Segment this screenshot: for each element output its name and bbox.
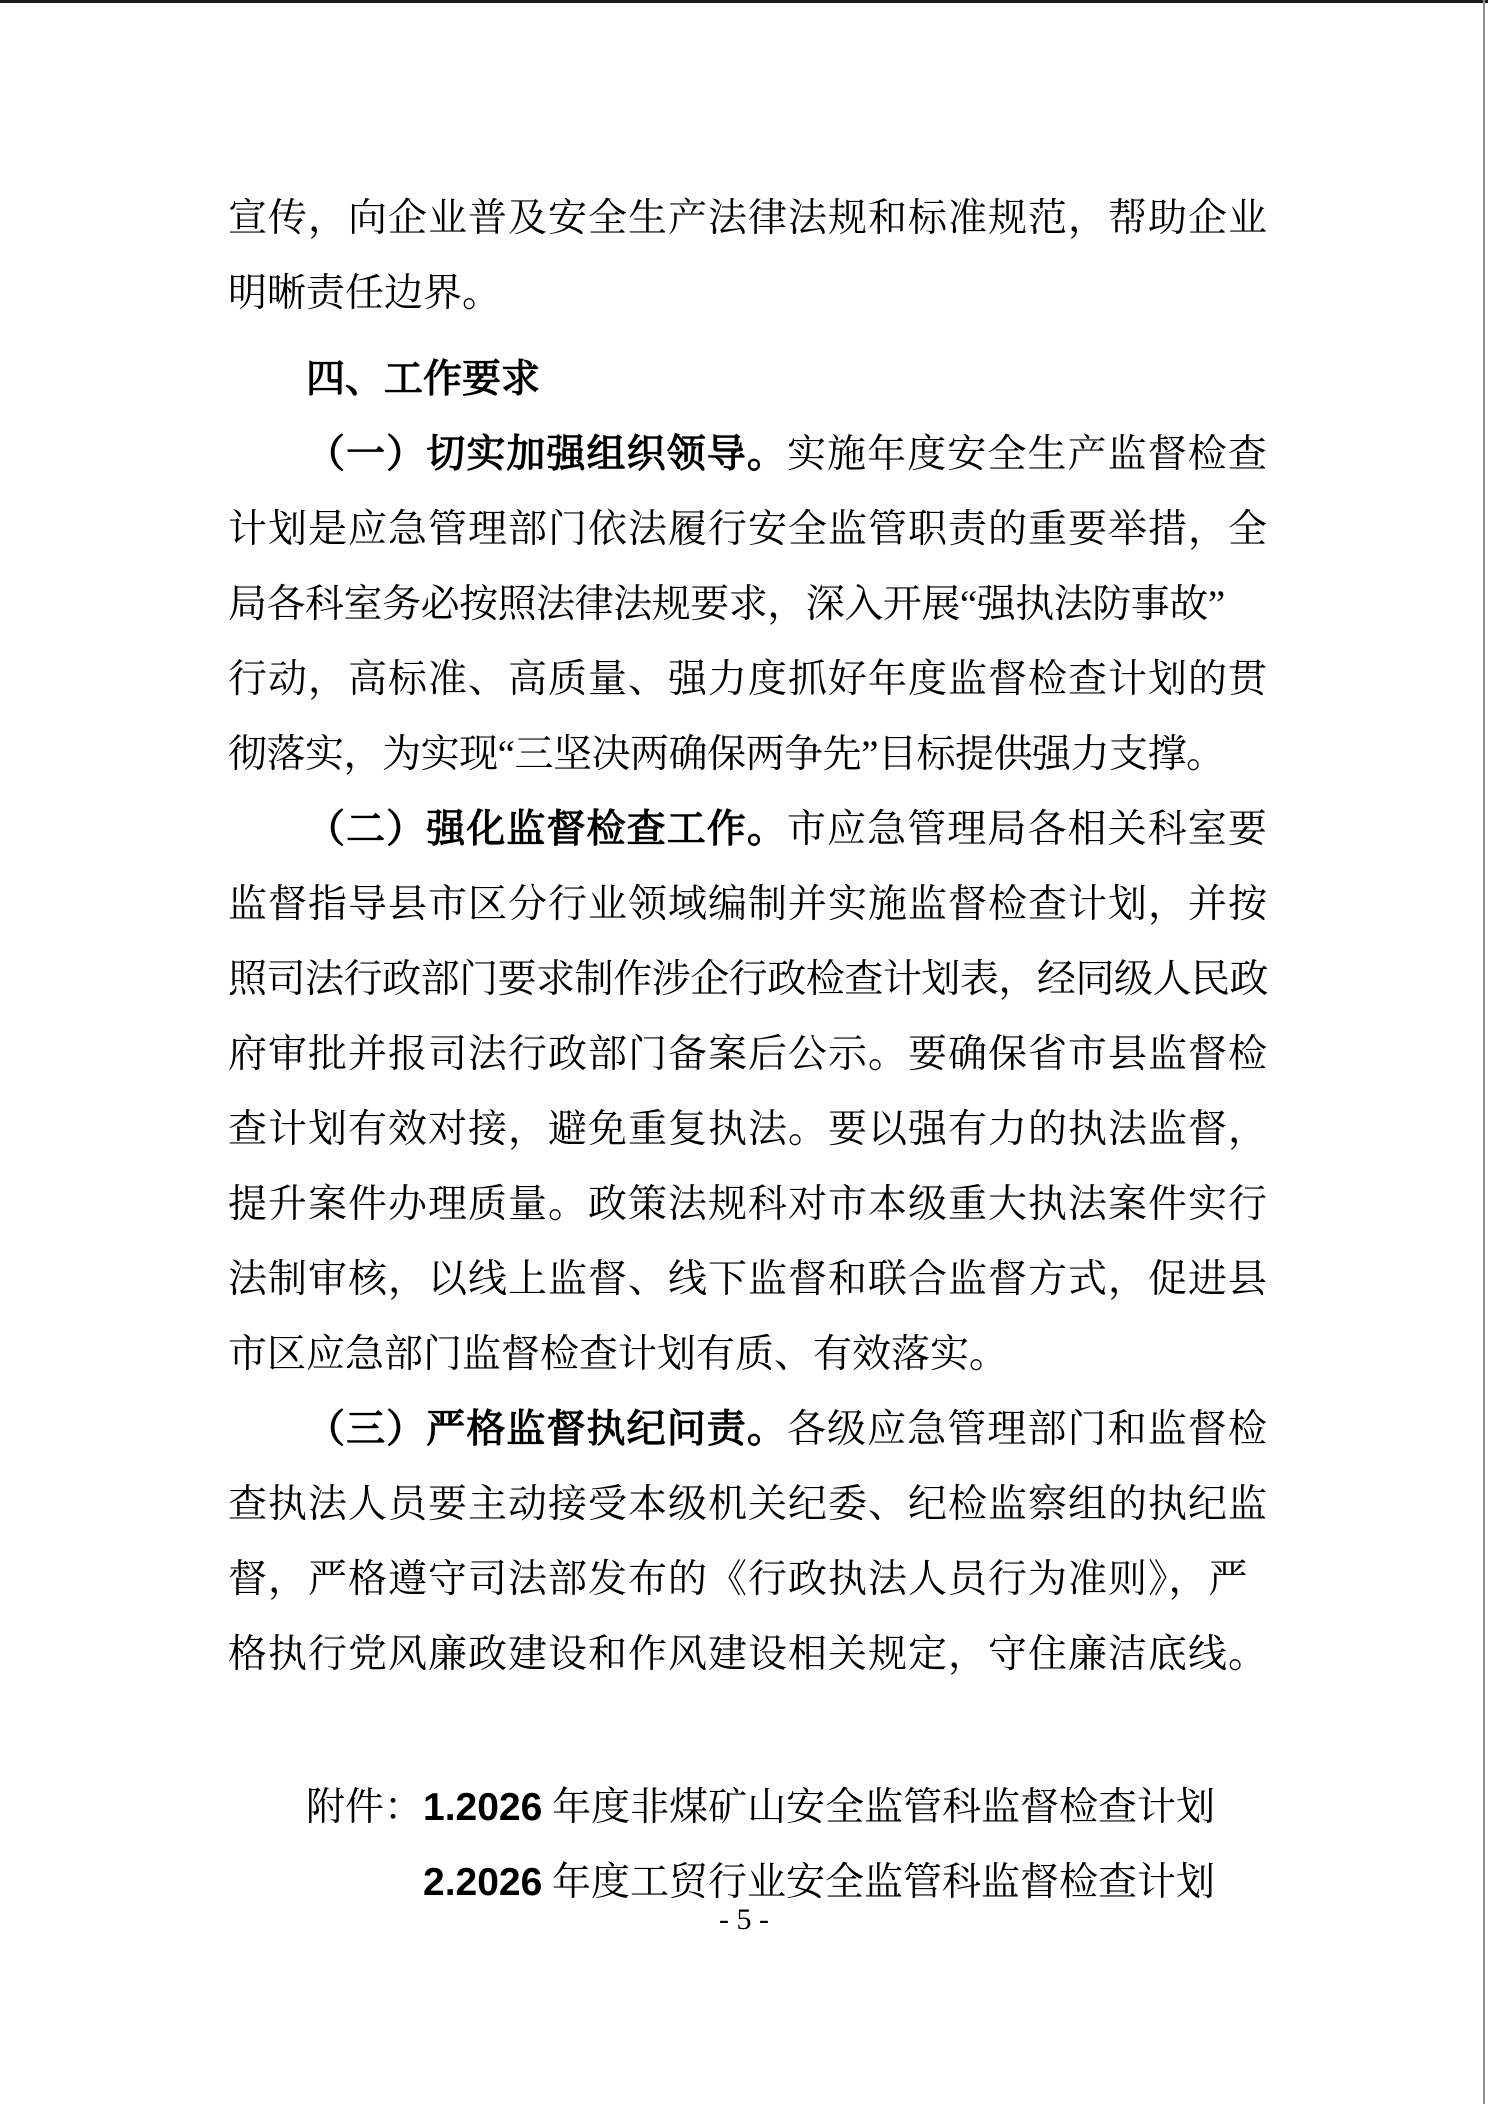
text-segment-body: 宣传，向企业普及安全生产法律法规和标准规范，帮助企业 <box>228 197 1269 240</box>
text-segment-body: 年度工贸行业安全监管科监督检查计划 <box>542 1861 1216 1904</box>
text-segment-body: 格执行党风廉政建设和作风建设相关规定，守住廉洁底线。 <box>228 1633 1269 1676</box>
text-body <box>228 181 1268 1920</box>
text-segment-body: 市区应急部门监督检查计划有质、有效落实。 <box>228 1333 1009 1376</box>
text-segment-body: 查计划有效对接，避免重复执法。要以强有力的执法监督， <box>228 1108 1269 1151</box>
text-segment-emphasis: （一）切实加强组织领导。 <box>306 433 787 476</box>
text-segment-body: 年度非煤矿山安全监管科监督检查计划 <box>542 1786 1216 1829</box>
text-segment-body: 市应急管理局各相关科室要 <box>786 808 1268 851</box>
text-segment-body: 彻落实，为实现“三坚决两确保两争先”目标提供强力支撑。 <box>228 733 1225 776</box>
text-line <box>228 1242 1268 1317</box>
text-line <box>228 1770 1268 1845</box>
text-segment-body: 提升案件办理质量。政策法规科对市本级重大执法案件实行 <box>228 1183 1269 1226</box>
text-line <box>228 181 1268 256</box>
text-segment-body: 局各科室务必按照法律法规要求，深入开展“强执法防事故” <box>228 583 1225 626</box>
text-segment-heading: 四、工作要求 <box>306 358 541 401</box>
text-segment-emphasis: （三）严格监督执纪问责。 <box>306 1408 787 1451</box>
text-segment-body: 监督指导县市区分行业领域编制并实施监督检查计划，并按 <box>228 883 1269 926</box>
text-line <box>228 492 1268 567</box>
text-line <box>228 642 1268 717</box>
text-line <box>228 567 1268 642</box>
text-segment-body: 照司法行政部门要求制作涉企行政检查计划表，经同级人民政 <box>228 958 1269 1001</box>
text-line <box>228 867 1268 942</box>
text-line <box>228 256 1268 331</box>
text-line <box>228 717 1268 792</box>
page-right-edge <box>1483 0 1485 2104</box>
text-line <box>228 1542 1268 1617</box>
section-heading <box>228 342 1268 417</box>
text-segment-body: 府审批并报司法行政部门备案后公示。要确保省市县监督检 <box>228 1033 1269 1076</box>
text-line <box>228 1392 1268 1467</box>
text-segment-body: 各级应急管理部门和监督检 <box>786 1408 1268 1451</box>
text-line <box>228 1467 1268 1542</box>
text-line <box>228 1017 1268 1092</box>
text-line <box>228 1617 1268 1692</box>
text-segment-num: 1.2026 <box>423 1786 543 1829</box>
text-line <box>228 942 1268 1017</box>
text-segment-body: 督，严格遵守司法部发布的《行政执法人员行为准则》，严 <box>228 1558 1249 1601</box>
text-segment-body: 查执法人员要主动接受本级机关纪委、纪检监察组的执纪监 <box>228 1483 1269 1526</box>
text-segment-body: 明晰责任边界。 <box>228 272 502 315</box>
text-line <box>228 417 1268 492</box>
text-line <box>228 1167 1268 1242</box>
text-line <box>228 1317 1268 1392</box>
text-segment-num: 2.2026 <box>423 1861 543 1904</box>
text-segment-body: 实施年度安全生产监督检查 <box>786 433 1268 476</box>
page-top-edge <box>0 0 1488 3</box>
text-segment-body: 计划是应急管理部门依法履行安全监管职责的重要举措，全 <box>228 508 1269 551</box>
text-line <box>228 1092 1268 1167</box>
text-line <box>228 792 1268 867</box>
text-segment-body: 法制审核，以线上监督、线下监督和联合监督方式，促进县 <box>228 1258 1269 1301</box>
text-segment-emphasis: （二）强化监督检查工作。 <box>306 808 787 851</box>
text-segment-body: 行动，高标准、高质量、强力度抓好年度监督检查计划的贯 <box>228 658 1269 701</box>
text-segment-body: 附件： <box>306 1786 424 1829</box>
page-number: - 5 - <box>719 1903 769 1936</box>
